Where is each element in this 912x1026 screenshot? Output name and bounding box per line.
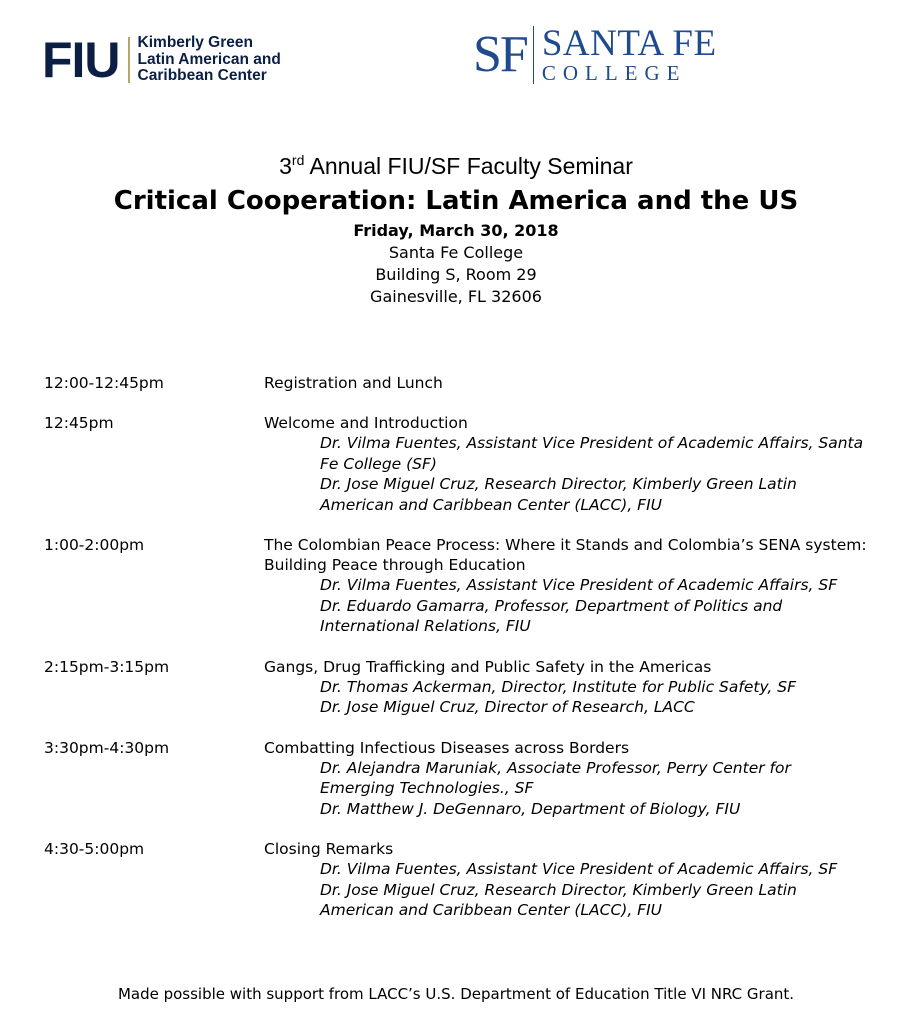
sf-logo-divider: [533, 26, 534, 84]
agenda-speaker: Dr. Vilma Fuentes, Assistant Vice President of Academic Affairs, SF: [320, 860, 838, 878]
santa-fe-logo: [473, 23, 717, 85]
fiu-logo-line: Latin American and: [137, 50, 281, 68]
agenda-session-title: Combatting Infectious Diseases across Borders: [264, 738, 630, 757]
agenda-session-title: Welcome and Introduction: [264, 414, 468, 432]
agenda-session-title: Registration and Lunch: [264, 374, 443, 392]
agenda-speaker: Dr. Matthew J. DeGennaro, Department of Biology, FIU: [320, 799, 741, 818]
agenda-content: [264, 657, 869, 718]
agenda-row: [44, 738, 884, 820]
agenda-row: [44, 839, 884, 921]
agenda-row: [44, 535, 884, 637]
seminar-heading: [0, 152, 912, 180]
agenda-time: 3:30pm-4:30pm: [44, 738, 170, 757]
agenda-content: [264, 839, 869, 921]
agenda-speaker: Dr. Thomas Ackerman, Director, Institute for Public Safety, SF: [320, 677, 797, 696]
fiu-logo-mark: FIU: [42, 32, 120, 88]
agenda-time: 12:00-12:45pm: [44, 374, 164, 392]
seminar-ordinal: rd: [291, 152, 305, 168]
agenda-content: [264, 535, 869, 637]
agenda-time: 2:15pm-3:15pm: [44, 657, 170, 676]
event-date: Friday, March 30, 2018: [353, 221, 559, 240]
seminar-number: 3: [279, 153, 292, 179]
agenda-session-title: Gangs, Drug Trafficking and Public Safety in the Americas: [264, 657, 712, 676]
page-title: Critical Cooperation: Latin America and the US: [113, 186, 799, 216]
sf-logo-name: SANTA FE: [541, 23, 717, 64]
agenda-session-title: Closing Remarks: [264, 840, 394, 858]
sf-logo-words: [541, 23, 717, 85]
agenda-content: [264, 373, 869, 393]
footer-note: Made possible with support from LACC’s U.S. Department of Education Title VI NRC Grant.: [117, 985, 795, 1003]
event-venue: Santa Fe College: [388, 243, 524, 262]
fiu-logo-line: Kimberly Green: [137, 34, 253, 52]
fiu-logo-line: Caribbean Center: [137, 67, 267, 85]
agenda-speaker: Dr. Vilma Fuentes, Assistant Vice President of Academic Affairs, SF: [320, 576, 838, 594]
agenda-speaker: Dr. Jose Miguel Cruz, Research Director, Kimberly Green Latin American and Caribbean Center (LACC), FIU: [320, 880, 797, 919]
agenda-speaker: Dr. Alejandra Maruniak, Associate Professor, Perry Center for Emerging Technologies., SF: [320, 758, 791, 797]
agenda-speaker: Dr. Eduardo Gamarra, Professor, Department of Politics and International Relations, FIU: [320, 596, 783, 635]
agenda-time: 1:00-2:00pm: [44, 536, 145, 554]
agenda-speaker: Dr. Jose Miguel Cruz, Director of Research, LACC: [320, 698, 695, 716]
agenda-row: [44, 657, 884, 718]
sf-logo-mark: SF: [473, 26, 527, 83]
agenda-time: 4:30-5:00pm: [44, 840, 145, 858]
agenda: [44, 373, 884, 941]
fiu-logo-text: [138, 35, 281, 85]
sf-logo-college: COLLEGE: [541, 61, 687, 85]
fiu-logo: [42, 32, 281, 88]
agenda-content: [264, 413, 869, 515]
event-room: Building S, Room 29: [375, 265, 537, 284]
agenda-content: [264, 738, 869, 820]
seminar-name: Annual FIU/SF Faculty Seminar: [304, 153, 633, 179]
agenda-row: [44, 413, 884, 515]
agenda-speaker: Dr. Vilma Fuentes, Assistant Vice President of Academic Affairs, Santa Fe College (SF): [320, 434, 864, 473]
fiu-logo-divider: [128, 37, 130, 83]
agenda-row: [44, 373, 884, 393]
agenda-speaker: Dr. Jose Miguel Cruz, Research Director, Kimberly Green Latin American and Caribbean Center (LACC), FIU: [320, 475, 797, 514]
agenda-time: 12:45pm: [44, 414, 114, 432]
event-city: Gainesville, FL 32606: [370, 287, 542, 306]
agenda-session-title: The Colombian Peace Process: Where it Stands and Colombia’s SENA system: Building Peace through Education: [264, 536, 867, 574]
